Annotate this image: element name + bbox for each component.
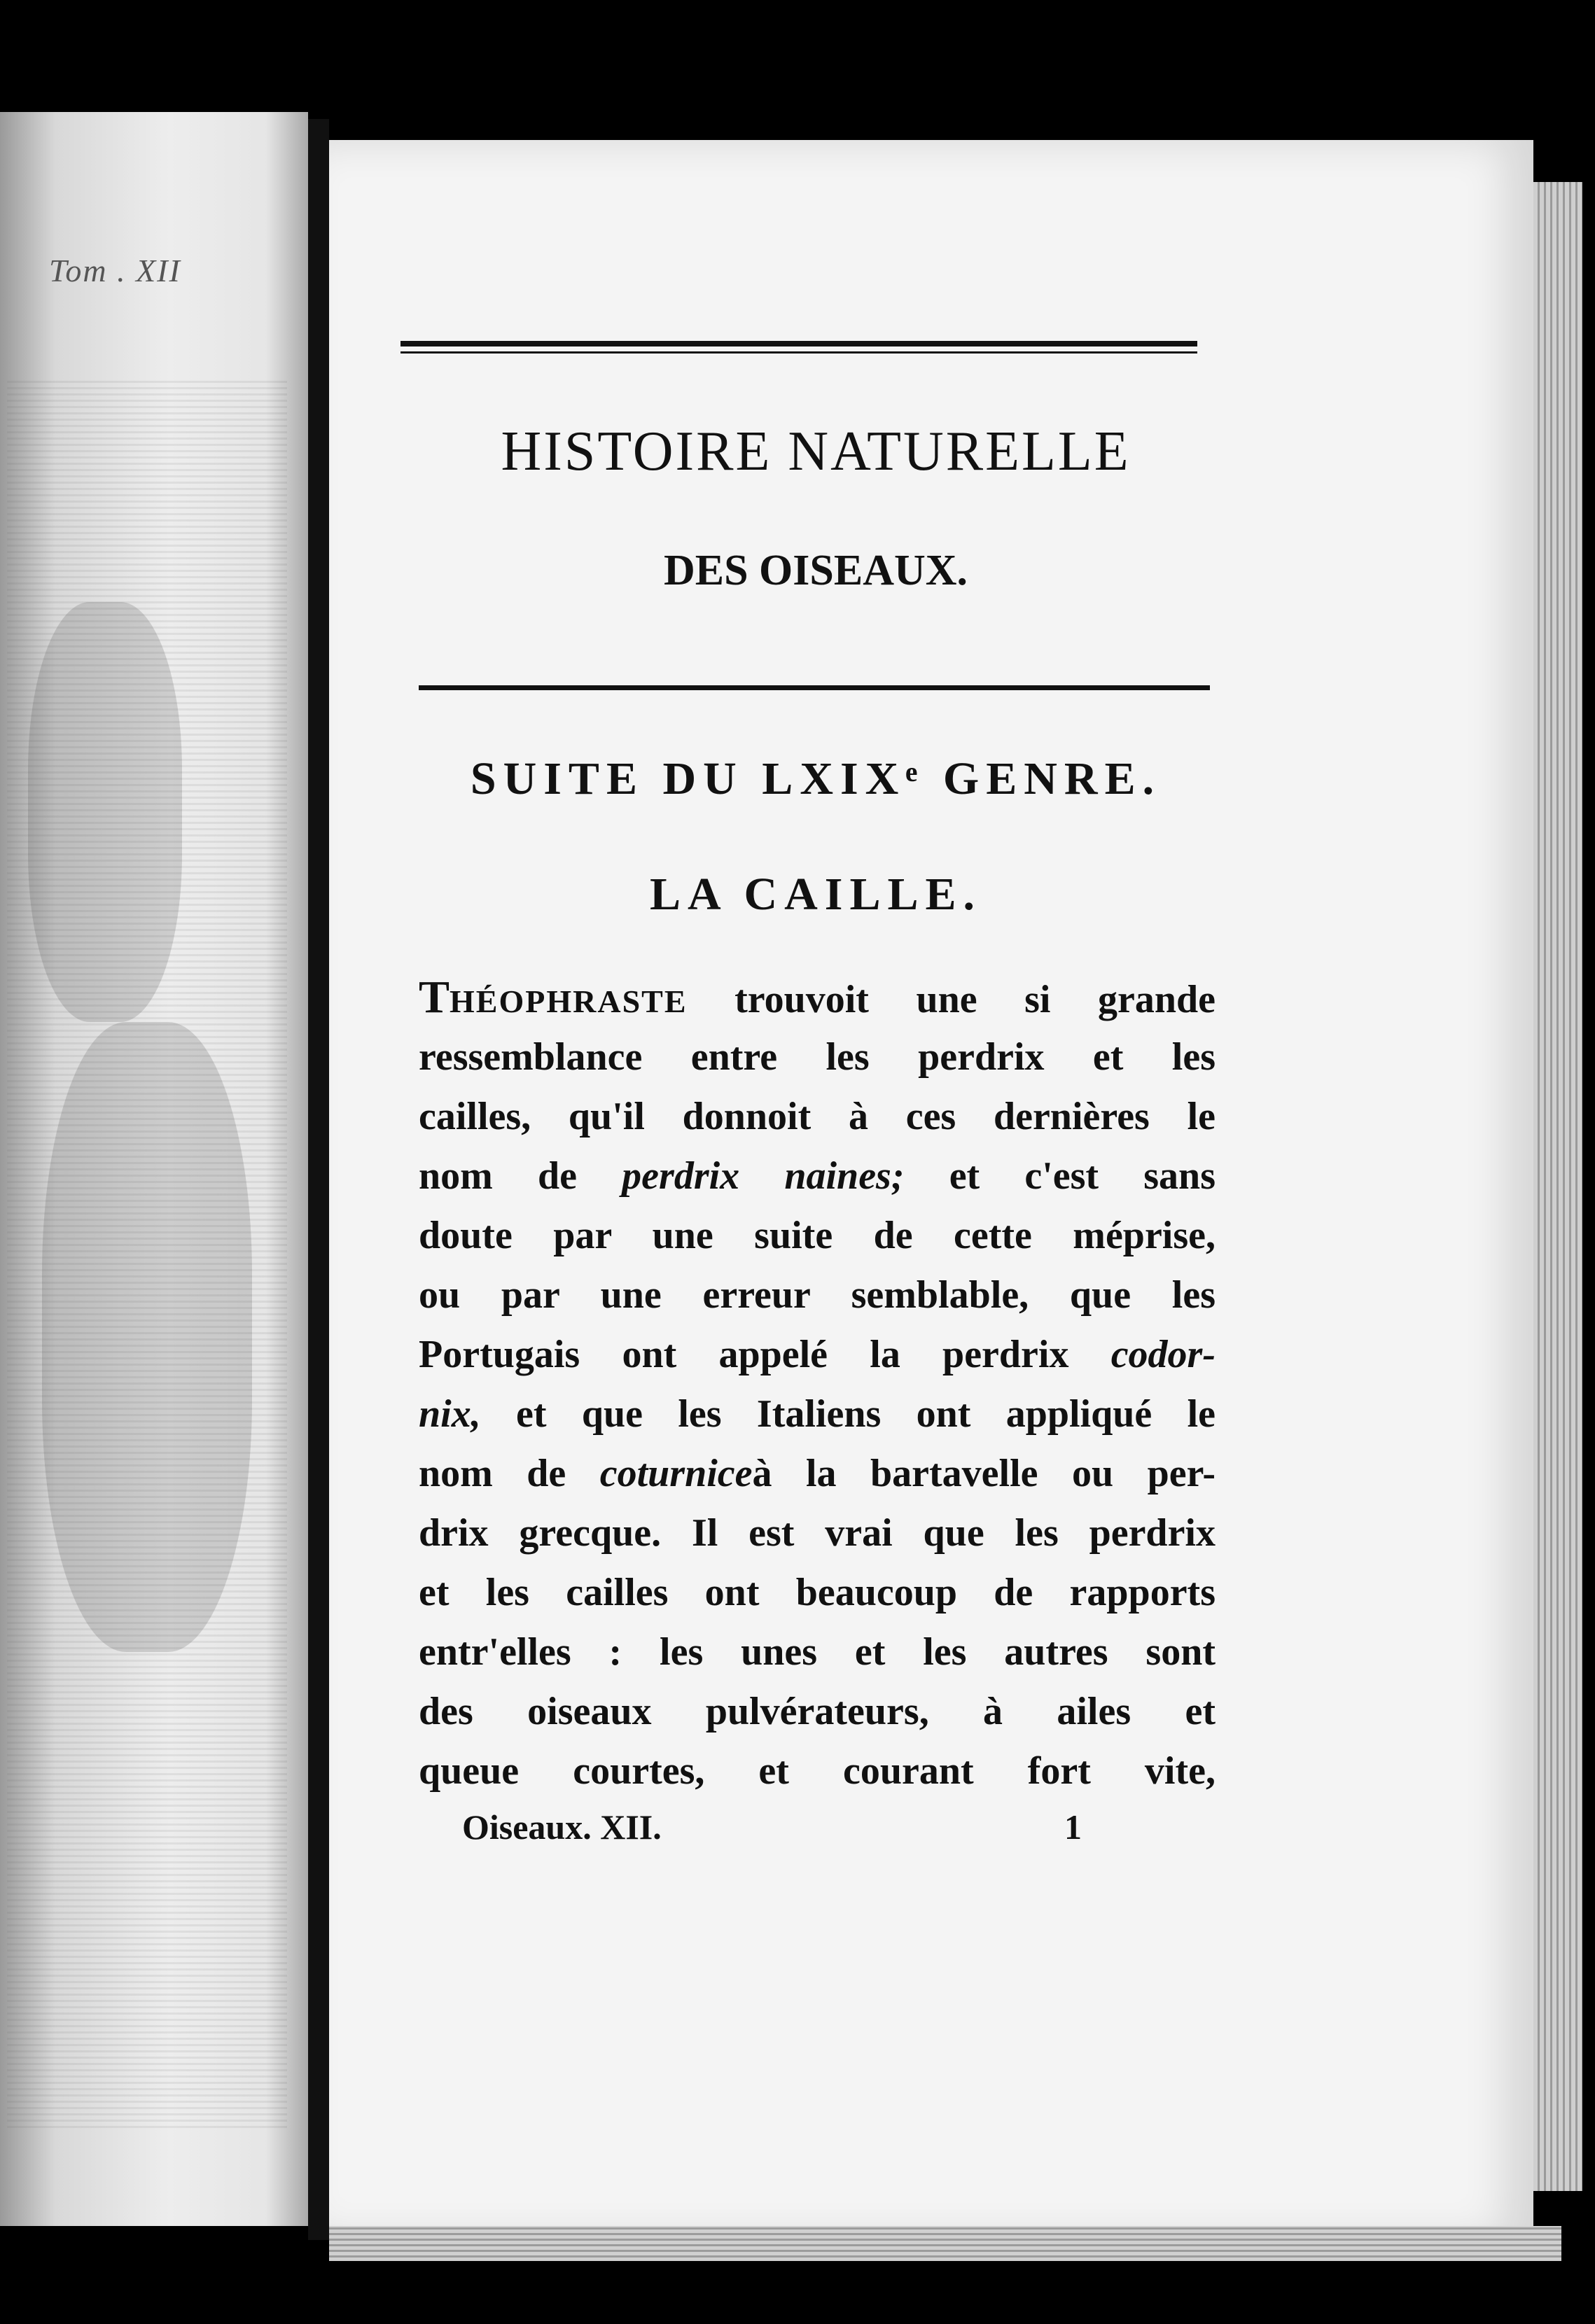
- top-rule-thin: [401, 351, 1197, 354]
- facing-page: [0, 112, 308, 2226]
- body-line-2: ressemblance entre les perdrix et les: [419, 1035, 1216, 1079]
- italic-term: coturnice: [599, 1452, 753, 1495]
- page-subtitle: DES OISEAUX.: [663, 547, 968, 594]
- author-name-small-caps: HÉOPHRASTE: [450, 983, 688, 1019]
- drop-initial: T: [419, 972, 450, 1023]
- bleed-through-mark: [42, 1022, 252, 1652]
- page-edge-stack: [1533, 182, 1582, 2191]
- facing-page-margin-note: Tom . XII: [49, 253, 181, 288]
- body-line-3: cailles, qu'il donnoit à ces dernières le: [419, 1095, 1216, 1138]
- fold-shadow: [266, 112, 308, 2226]
- body-line-7: [419, 1326, 1216, 1382]
- body-text: et c'est sans: [949, 1154, 1216, 1198]
- body-line-13: des oiseaux pulvérateurs, à ailes et: [419, 1690, 1216, 1733]
- body-line-6: ou par une erreur semblable, que les: [419, 1273, 1216, 1317]
- bleed-through-mark: [28, 602, 182, 1022]
- body-line-1: [419, 969, 1216, 1026]
- italic-term: codor-: [1110, 1333, 1216, 1376]
- italic-term: nix,: [419, 1392, 481, 1436]
- body-line-14: queue courtes, et courant fort vite,: [419, 1749, 1216, 1793]
- body-line-8: [419, 1386, 1216, 1442]
- body-text: et que les Italiens ont appliqué le: [516, 1392, 1216, 1436]
- top-rule-thick: [401, 341, 1197, 346]
- divider-rule: [419, 685, 1210, 690]
- species-heading: LA CAILLE.: [649, 869, 982, 920]
- page-title: HISTOIRE NATURELLE: [501, 421, 1131, 482]
- genre-heading: SUITE DU LXIXᵉ GENRE.: [470, 753, 1162, 804]
- body-text: nom de: [419, 1452, 566, 1495]
- body-line-5: doute par une suite de cette méprise,: [419, 1214, 1216, 1257]
- body-line-11: et les cailles ont beaucoup de rapports: [419, 1571, 1216, 1614]
- italic-term: perdrix naines;: [622, 1154, 905, 1198]
- book-spine: [308, 119, 329, 2240]
- printer-signature: Oiseaux. XII.: [462, 1807, 662, 1847]
- body-line-12: entr'elles : les unes et les autres sont: [419, 1630, 1216, 1674]
- body-line-9: [419, 1446, 1216, 1502]
- body-text: nom de: [419, 1154, 577, 1198]
- body-line-10: drix grecque. Il est vrai que les perdrix: [419, 1511, 1216, 1555]
- body-text: à la bartavelle ou per-: [752, 1452, 1216, 1495]
- bottom-edge-stack: [329, 2226, 1561, 2261]
- sheet-number: 1: [1064, 1807, 1082, 1847]
- body-line-4: [419, 1148, 1216, 1204]
- body-text: Portugais ont appelé la perdrix: [419, 1333, 1069, 1376]
- body-text: trouvoit une si grande: [734, 978, 1216, 1021]
